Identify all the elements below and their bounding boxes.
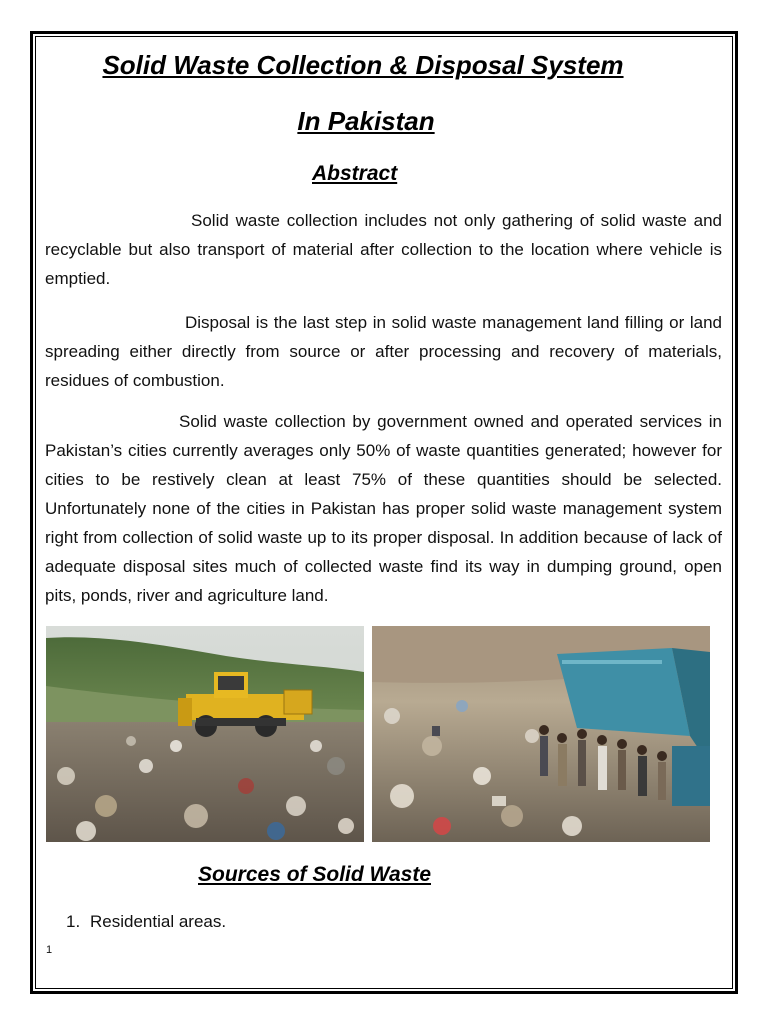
abstract-paragraph-2: Disposal is the last step in solid waste management land filling or land spreading either directly from source or after processing and recovery of materials, residues of combustion. <box>45 313 722 390</box>
abstract-heading: Abstract <box>312 162 398 185</box>
dump-site-workers-photo <box>372 626 710 842</box>
list-item-text: Residential areas. <box>90 912 227 931</box>
abstract-paragraph-3: Solid waste collection by government owned and operated services in Pakistan’s cities currently averages only 50% of waste quantities generated; however for cities to be restively clean at least 75% of these quantities should be selected. Unfortunately none of the cities in Pakistan has proper solid waste management system right from collection of solid waste up to its proper disposal. In addition because of lack of adequate disposal sites much of collected waste find its way in dumping ground, open pits, ponds, river and agriculture land. <box>45 412 722 605</box>
list-item-number: 1. <box>66 912 81 931</box>
sources-heading: Sources of Solid Waste <box>198 863 431 886</box>
abstract-paragraph-1: Solid waste collection includes not only gathering of solid waste and recyclable but also transport of material after collection to the location where vehicle is emptied. <box>45 211 722 288</box>
document-subtitle: In Pakistan <box>297 106 435 136</box>
list-item <box>66 912 226 932</box>
landfill-bulldozer-photo <box>46 626 364 842</box>
page-number: 1 <box>46 944 53 956</box>
document-title: Solid Waste Collection & Disposal System <box>102 50 624 80</box>
